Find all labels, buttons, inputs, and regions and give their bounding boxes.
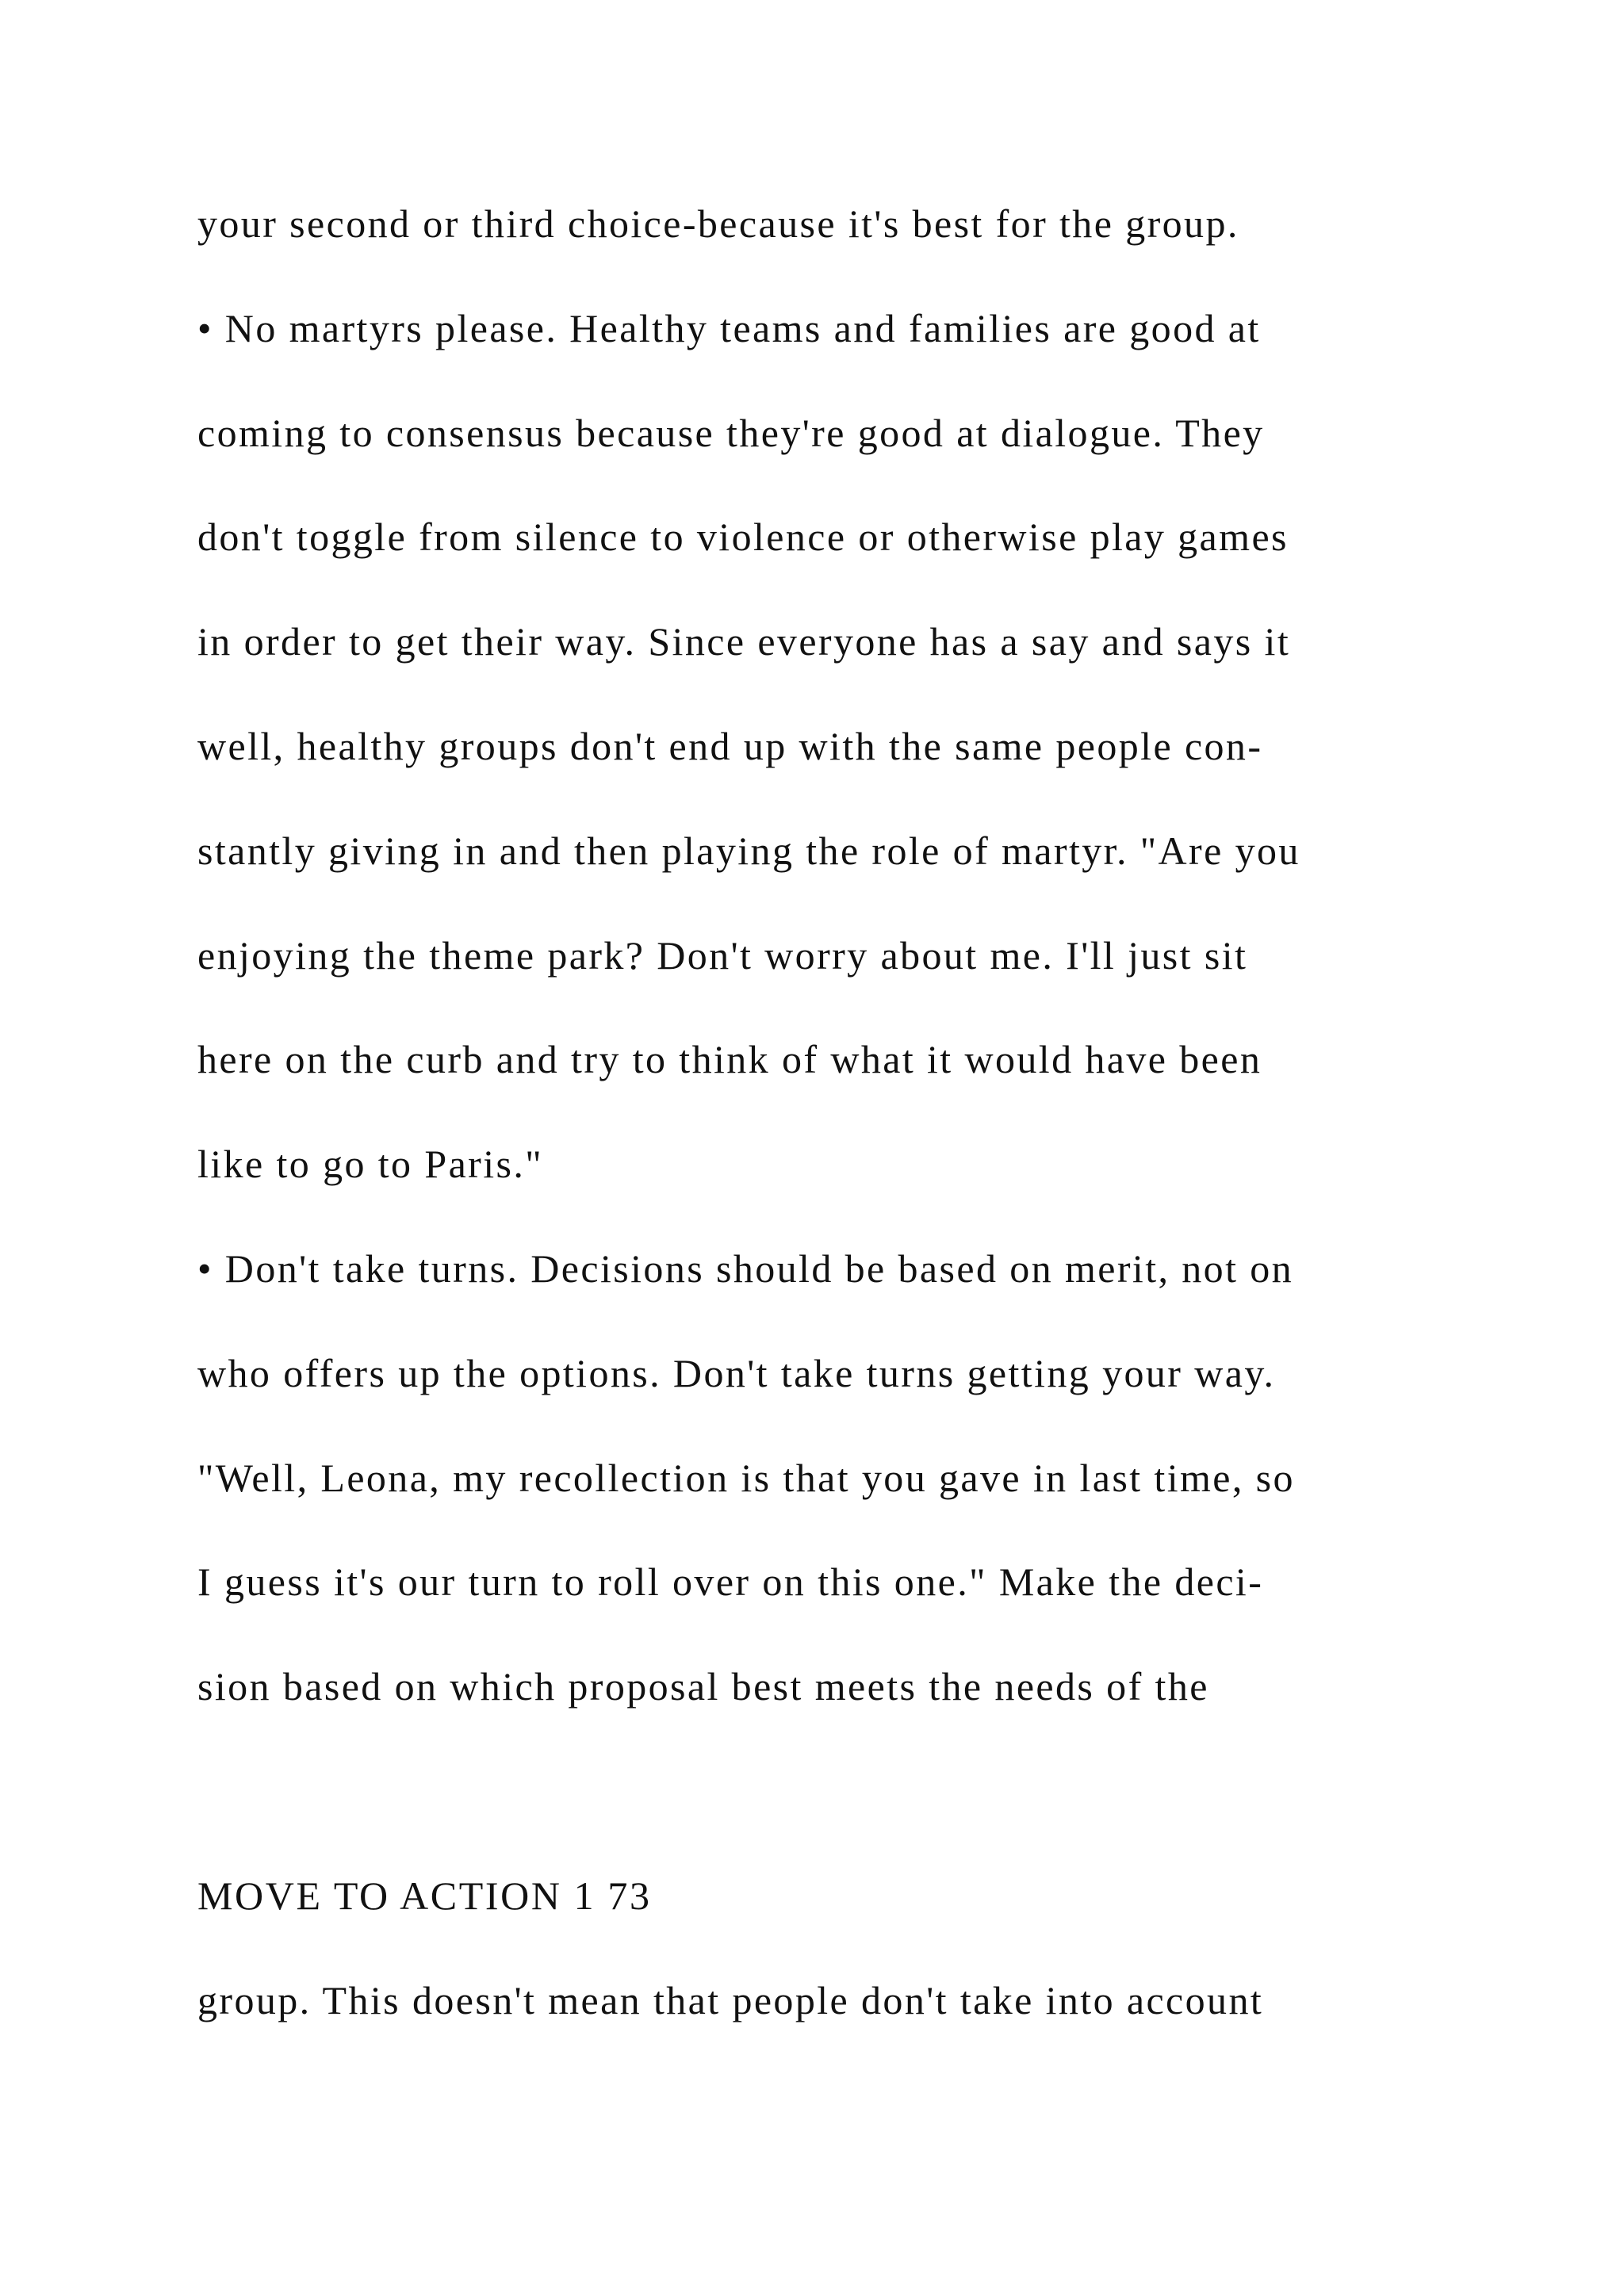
body-line-13: "Well, Leona, my recollection is that you gave in last time, so	[197, 1456, 1295, 1500]
body-line-7: stantly giving in and then playing the role of martyr. "Are you	[197, 828, 1300, 873]
body-line-9: here on the curb and try to think of what it would have been	[197, 1037, 1262, 1081]
running-header: MOVE TO ACTION 1 73	[197, 1873, 652, 1918]
body-line-10: like to go to Paris."	[197, 1142, 544, 1186]
body-line-5: in order to get their way. Since everyone has a say and says it	[197, 619, 1291, 664]
body-line-12: who offers up the options. Don't take turns getting your way.	[197, 1351, 1276, 1395]
body-line-1: your second or third choice-because it's best for the group.	[197, 201, 1239, 246]
body-line-8: enjoying the theme park? Don't worry about me. I'll just sit	[197, 933, 1248, 978]
body-line-2: • No martyrs please. Healthy teams and families are good at	[197, 306, 1261, 350]
body-line-15: sion based on which proposal best meets the needs of the	[197, 1664, 1209, 1709]
body-line-6: well, healthy groups don't end up with the same people con-	[197, 724, 1263, 768]
body-line-3: coming to consensus because they're good at dialogue. They	[197, 411, 1265, 455]
body-line-11: • Don't take turns. Decisions should be based on merit, not on	[197, 1246, 1294, 1291]
body-line-4: don't toggle from silence to violence or otherwise play games	[197, 515, 1289, 559]
body-line-14: I guess it's our turn to roll over on this one." Make the deci-	[197, 1559, 1264, 1604]
body-line-16: group. This doesn't mean that people don't take into account	[197, 1978, 1264, 2022]
